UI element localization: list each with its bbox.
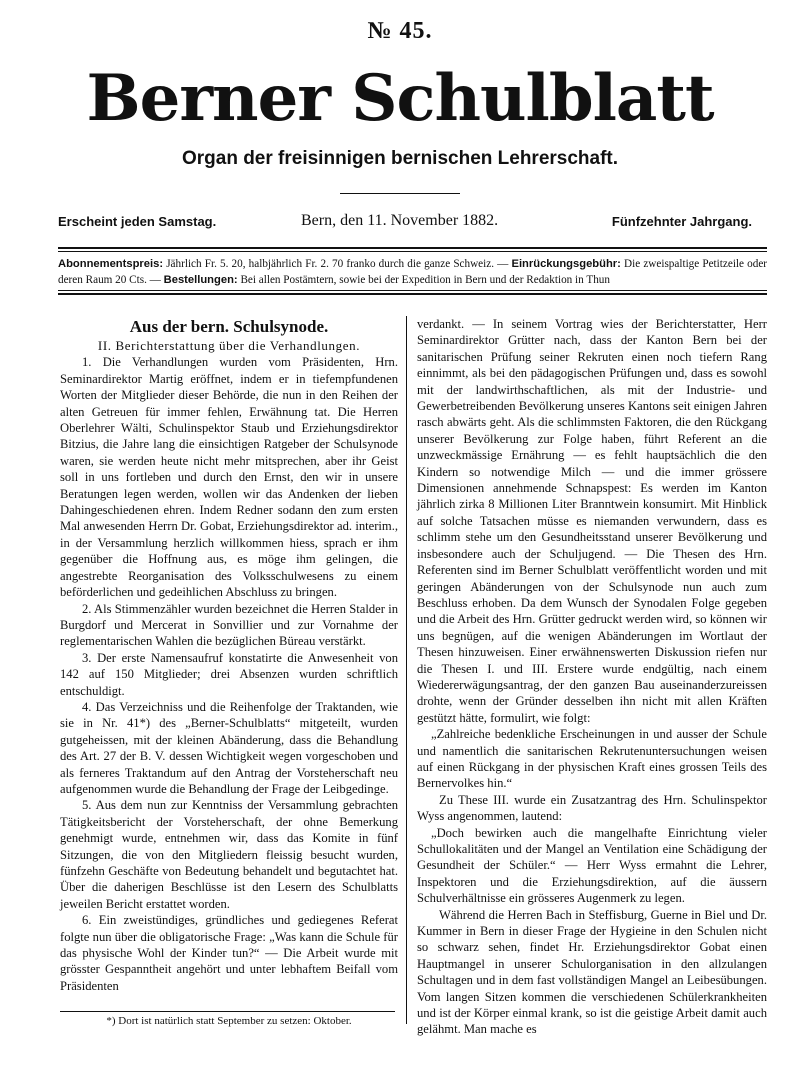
right-column	[417, 316, 767, 1038]
quote-paragraph: „Doch bewirken auch die mangelhafte Einrichtung vieler Schullokalitäten und der Mangel an Ventilation eine Schädigung der Gesundheit der Schüler.“ — Herr Wyss ermahnt die Lehrer, Inspektoren und die Erziehungsdirektion, auf die äussern Schulverhältnisse ein grösseres Augenmerk zu legen.	[417, 825, 767, 906]
footnote: *) Dort ist natürlich statt September zu setzen: Oktober.	[106, 1015, 352, 1027]
volume: Fünfzehnter Jahrgang.	[611, 214, 752, 229]
paragraph: Während die Herren Bach in Steffisburg, Guerne in Biel und Dr. Kummer in Bern in dieser Frage der Hygieine in den Schulen nicht so schwarz sehen, findet Hr. Erziehungsdirektor Gobat einen Hauptmangel in unserer Schulorganisation in den allzulangen Schultagen und in dem fast vollständigen Mangel an Leibesübungen. Vom langen Sitzen kommen die verschiedenen Schülerkrankheiten und ist der Körper einmal krank, so ist die geistige Arbeit damit auch gelähmt. Man mache es	[417, 907, 767, 1037]
rule-bottom	[58, 293, 767, 295]
paragraph: 5. Aus dem nun zur Kenntniss der Versammlung gebrachten Tätigkeitsbericht der Vorsteherschaft, der ohne Bemerkung genehmigt wurde, entnehmen wir, dass das Komite in fünf Sitzungen, die von den Mitgliedern fleissig besucht wurden, fünfzehn Geschäfte von Bedeutung behandelt und begutachtet hat. Über die daherigen Beschlüsse ist den Lesern des Schulblatts jeweilen Bericht erstattet worden.	[60, 798, 398, 911]
short-rule	[340, 193, 460, 194]
subscription-label: Abonnementspreis:	[58, 258, 164, 270]
article-subtitle: II. Berichterstattung über die Verhandlungen.	[97, 338, 361, 353]
masthead-subtitle: Organ der freisinnigen bernischen Lehrerschaft.	[181, 148, 619, 169]
left-column	[60, 316, 398, 994]
orders-text: Bei allen Postämtern, sowie bei der Expedition in Bern und der Redaktion in Thun	[240, 274, 610, 286]
column-divider	[406, 316, 407, 1024]
paragraph: Zu These III. wurde ein Zusatzantrag des Hrn. Schulinspektor Wyss angenommen, lautend:	[417, 792, 767, 824]
footnote-rule	[60, 1011, 395, 1012]
dateline: Bern, den 11. November 1882.	[301, 212, 499, 229]
rule-bottom-thin	[58, 290, 767, 291]
article-title: Aus der bern. Schulsynode.	[129, 317, 329, 336]
paragraph: 6. Ein zweistündiges, gründliches und gediegenes Referat folgte nun über die obligatorische Frage: „Was kann die Schule für das physische Wohl der Kinder tun?“ — Die Arbeit wurde mit grösster Gespanntheit angehört und unter lebhaftem Beifall vom Präsidenten	[60, 913, 398, 993]
issue-number: № 45.	[367, 18, 433, 44]
paragraph: 1. Die Verhandlungen wurden vom Präsidenten, Hrn. Seminardirektor Martig eröffnet, indem er in tiefempfundenen Worten der Mitglieder dieser Behörde, die nun in den Reihen der alten Getreuen für immer fehlen, Erwähnung tat. Die Herren Oberlehrer Wälti, Schulinspektor Staub und Erziehungsdirektor Bitzius, die Jahre lang die einsichtigen Ratgeber der Schulsynode waren, sie werden heute nicht mehr mitsprechen, aber ihr Geist soll in uns fortleben und durch den Ernst, den wir in unsere Beratungen legen werden, wollen wir das Andenken der lieben Dahingeschiedenen ehren. Indem Redner sodann den zum ersten Mal anwesenden Herrn Dr. Gobat, Erziehungsdirektor ad. interim., in der Versammlung herzlich willkommen hiess, sprach er ihm gegenüber die Hoffnung aus, es möge ihm gelingen, die angestrebte Reorganisation des Volksschulwesens zu einem beförderlichen und gedeihlichen Abschluss zu bringen.	[60, 355, 398, 600]
insertion-text: Die zweispaltige Petitzeile oder deren Raum 20 Cts. —	[58, 258, 768, 286]
masthead-title: Berner Schulblatt	[86, 61, 714, 136]
frequency: Erscheint jeden Samstag.	[58, 214, 217, 229]
insertion-label: Einrückungsgebühr:	[511, 258, 621, 270]
paragraph: 3. Der erste Namensaufruf konstatirte die Anwesenheit von 142 auf 150 Mitglieder; drei Absenzen wurden schriftlich entschuldigt.	[60, 650, 398, 698]
quote-paragraph: „Zahlreiche bedenkliche Erscheinungen in und ausser der Schule und namentlich die sanitarischen Rekrutenuntersuchungen weisen auf einen Rückgang in der physischen Kraft eines grossen Teils des Bernervolkes hin.“	[417, 727, 767, 791]
paragraph: verdankt. — In seinem Vortrag wies der Berichterstatter, Herr Seminardirektor Grütter nach, dass der Kanton Bern bei der sanitarischen Prüfung seiner Rekruten einen noch tiefern Rang einnimmt, als bei den pädagogischen Prüfungen und, dass es sowohl mit der landwirthschaftlichen, als mit der Industrie- und Gewerbetreibenden Bevölkerung unseres Kantons seit einigen Jahren rasch abwärts geht. Als die schlimmsten Faktoren, die den Rückgang unserer Bevölkerung zur Folge haben, führt Referent an die unzweckmässige Ernährung — es fehlt hauptsächlich die den Kindern so notwendige Milch — und die immer grössere Dimensionen annehmende Schnapspest: Es werden im Kanton jährlich zirka 8 Millionen Liter Branntwein konsumirt. Mit Hinblick auf solche Tatsachen müsse es niemanden verwundern, dass es schlimm stehe um den Gesundheitsstand unserer Bevölkerung und insbesondere auch der Schuljugend. — Die Thesen des Hrn. Referenten sind im Berner Schulblatt veröffentlicht worden und mit geringen Abänderungen von der Schulsynode nun auch zum Beschluss erhoben. Da dem Wunsch der Synodalen Folge gegeben und die Arbeit des Hrn. Grütter gedruckt werden wird, so können wir uns begnügen, auf die wenigen Abänderungen im Wortlaut der Thesen hinzuweisen. Einer erwähnenswerten Diskussion riefen nur die Thesen I. und III. Erstere wurde endgültig, nach einem Wiedererwägungsantrag, der den ganzen Bau auseinanderzureissen drohte, wenn der Gründer desselben ihn nicht mit allen Kräften gestützt hätte, formulirt, wie folgt:	[417, 317, 767, 725]
subscription-text: Jährlich Fr. 5. 20, halbjährlich Fr. 2. 70 franko durch die ganze Schweiz. —	[166, 258, 509, 270]
paragraph: 2. Als Stimmenzähler wurden bezeichnet die Herren Stalder in Burgdorf und Mercerat in Sonvillier und zur Vornahme der reglementarischen Wahlen die bezüglichen Büreau verstärkt.	[60, 601, 398, 649]
rule-top	[58, 247, 767, 249]
paragraph: 4. Das Verzeichniss und die Reihenfolge der Traktanden, wie sie in Nr. 41*) des „Berner-Schulblatts“ mitgeteilt, wurden gutgeheissen, mit der kleinen Abänderung, dass die Behandlung des Art. 27 der B. V. dessen Wichtigkeit wegen vorgeschoben und als ferneres Traktandum auf den Antrag der Vorsteherschaft neu aufgenommen wurde die Behandlung der Frage der Leibgedinge.	[60, 699, 398, 796]
notice-bar	[58, 256, 767, 288]
meta-line	[58, 212, 752, 234]
rule-top-thin	[58, 251, 767, 252]
orders-label: Bestellungen:	[163, 274, 238, 286]
